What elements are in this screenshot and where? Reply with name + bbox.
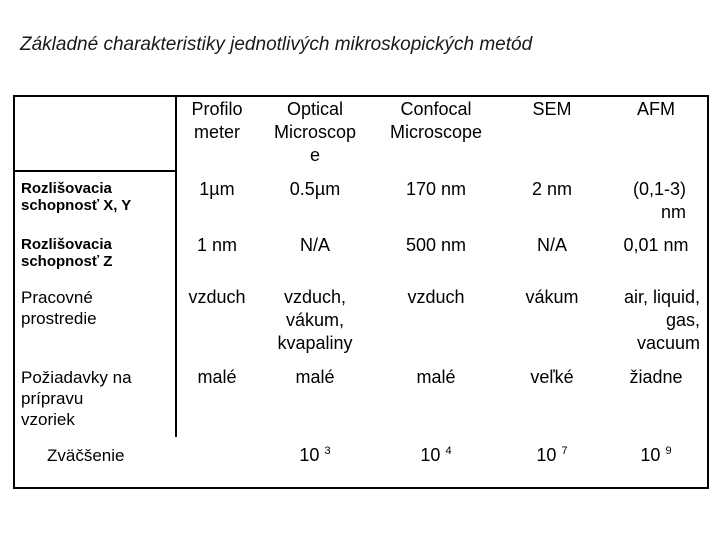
- row-label-line: vzoriek: [21, 410, 75, 429]
- magnification-exponent: 7: [561, 445, 568, 457]
- magnification-exponent: 4: [445, 445, 452, 457]
- cell-prep-sem: veľké: [530, 367, 574, 387]
- cell-environment-confocal: vzduch: [407, 287, 465, 307]
- header-optical-line: e: [309, 145, 320, 165]
- cell-line: gas,: [665, 310, 700, 330]
- cell-xy-optical: 0.5µm: [289, 179, 341, 199]
- header-optical-line: Microscop: [273, 122, 357, 142]
- row-label-sample-prep: [21, 367, 132, 430]
- cell-line: vákum,: [285, 310, 345, 330]
- cell-line: nm: [660, 202, 686, 222]
- cell-z-optical: N/A: [299, 235, 330, 255]
- header-confocal-line: Microscope: [389, 122, 483, 142]
- row-label-line: schopnosť Z: [21, 253, 113, 270]
- header-profilometer-line: Profilo: [191, 99, 243, 119]
- cell-environment-profilometer: vzduch: [188, 287, 246, 307]
- cell-line: kvapaliny: [277, 333, 353, 353]
- row-label-line: Pracovné: [21, 288, 93, 307]
- cell-line: air, liquid,: [623, 287, 700, 307]
- cell-xy-afm: [606, 178, 686, 224]
- cell-magnification-confocal: [374, 444, 498, 467]
- cell-magnification-afm: [606, 444, 706, 467]
- header-profilometer: [178, 98, 256, 144]
- header-confocal: [374, 98, 498, 144]
- empty-corner-cell: [13, 95, 177, 172]
- cell-prep-optical: malé: [295, 367, 335, 387]
- row-header-divider: [175, 95, 177, 437]
- header-optical: [256, 98, 374, 167]
- row-label-line: Rozlišovacia: [21, 180, 112, 197]
- cell-environment-sem: vákum: [525, 287, 579, 307]
- magnification-exponent: 9: [665, 445, 672, 457]
- magnification-base: 10: [299, 445, 320, 465]
- cell-xy-sem: 2 nm: [531, 179, 573, 199]
- header-sem: SEM: [532, 99, 572, 119]
- magnification-base: 10: [640, 445, 661, 465]
- row-label-line: prípravu: [21, 389, 84, 408]
- cell-prep-profilometer: malé: [197, 367, 237, 387]
- cell-xy-confocal: 170 nm: [405, 179, 467, 199]
- cell-magnification-sem: [498, 444, 606, 467]
- magnification-base: 10: [536, 445, 557, 465]
- header-afm: AFM: [637, 99, 675, 119]
- cell-prep-confocal: malé: [416, 367, 456, 387]
- page-title: Základné charakteristiky jednotlivých mikroskopických metód: [20, 34, 533, 55]
- cell-magnification-optical: [256, 444, 374, 467]
- cell-line: (0,1-3): [632, 179, 686, 199]
- cell-xy-profilometer: 1µm: [199, 179, 235, 199]
- header-profilometer-line: meter: [193, 122, 240, 142]
- magnification-base: 10: [420, 445, 441, 465]
- header-optical-line: Optical: [286, 99, 344, 119]
- header-confocal-line: Confocal: [400, 99, 472, 119]
- row-label-line: Rozlišovacia: [21, 236, 112, 253]
- cell-line: vacuum: [636, 333, 700, 353]
- row-label-environment: [21, 287, 97, 329]
- row-label-line: Požiadavky na: [21, 368, 132, 387]
- cell-z-sem: N/A: [536, 235, 567, 255]
- row-label-magnification: Zväčšenie: [47, 446, 125, 465]
- cell-z-confocal: 500 nm: [405, 235, 467, 255]
- row-label-line: prostredie: [21, 309, 97, 328]
- cell-z-profilometer: 1 nm: [196, 235, 238, 255]
- magnification-exponent: 3: [324, 445, 331, 457]
- cell-line: vzduch,: [283, 287, 347, 307]
- cell-prep-afm: žiadne: [629, 367, 683, 387]
- cell-environment-optical: [256, 286, 374, 355]
- cell-z-afm: 0,01 nm: [623, 235, 689, 255]
- row-label-line: schopnosť X, Y: [21, 197, 132, 214]
- row-label-z-resolution: [21, 236, 112, 270]
- row-label-xy-resolution: [21, 180, 131, 214]
- cell-environment-afm: [606, 286, 700, 355]
